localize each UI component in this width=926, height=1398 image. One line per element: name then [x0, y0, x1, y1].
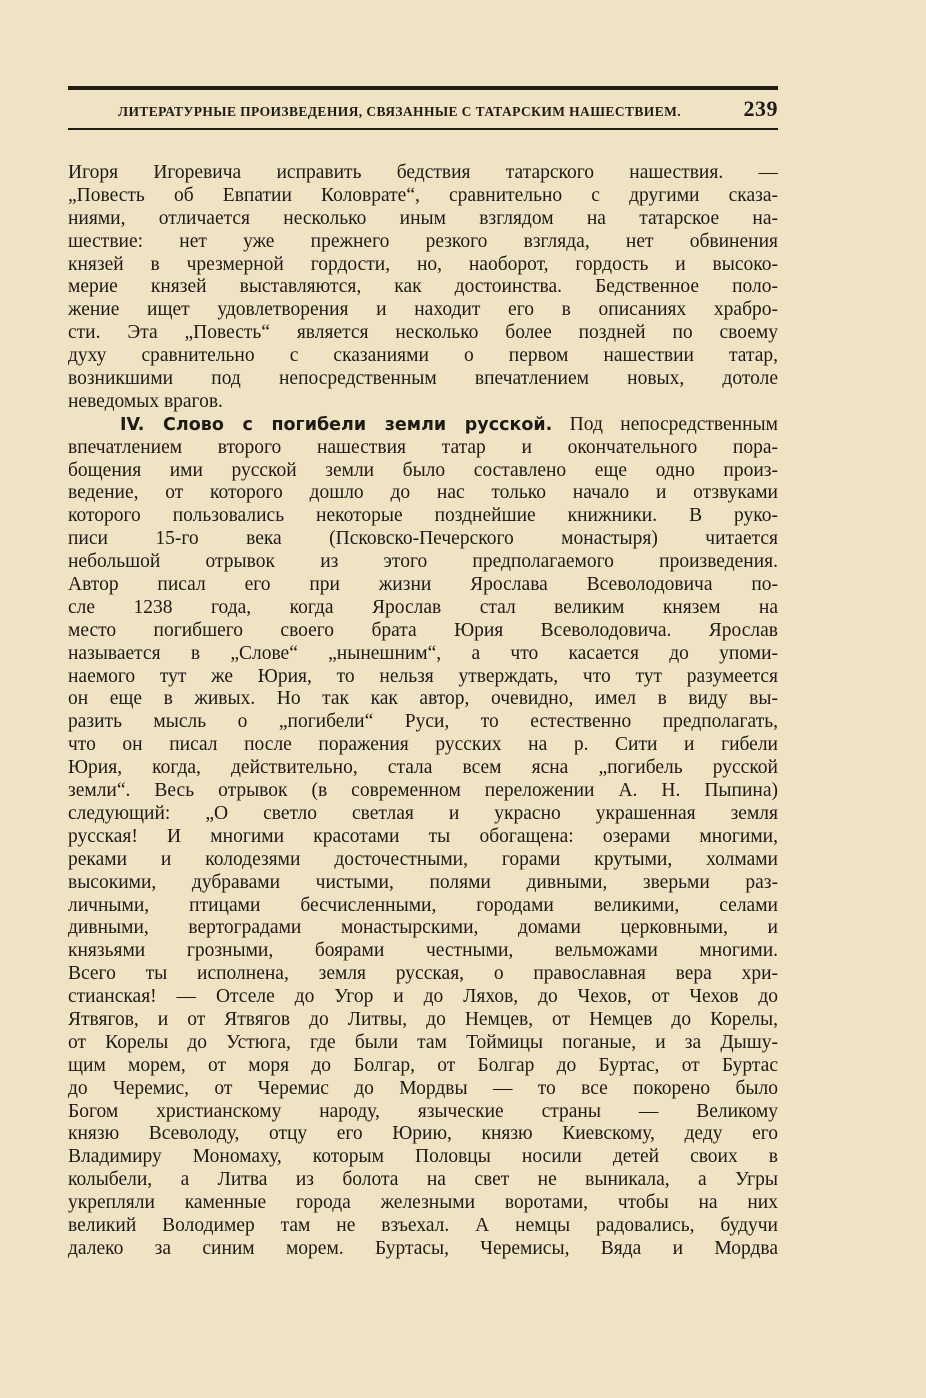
text-line: реками и колодезями досточестными, горами крутыми, холмами [68, 848, 778, 870]
text-line: Богом христианскому народу, языческие страны — Великому [68, 1100, 778, 1122]
text-line: называется в „Слове“ „нынешним“, а что касается до упоми- [68, 642, 778, 664]
text-line: личными, птицами бесчисленными, городами великими, селами [68, 894, 778, 916]
header-rule-top [68, 86, 778, 90]
paragraph-2-first-line-text: Под непосредственным [552, 413, 778, 435]
text-line: от Корелы до Устюга, где были там Тоймицы поганые, и за Дышу- [68, 1031, 778, 1053]
text-line: дивными, вертоградами монастырскими, домами церковными, и [68, 917, 778, 939]
text-line: укрепляли каменные города железными воротами, чтобы на них [68, 1192, 778, 1214]
text-line: князю Всеволоду, отцу его Юрию, князю Киевскому, деду его [68, 1123, 778, 1145]
text-line: место погибшего своего брата Юрия Всеволодовича. Ярослав [68, 619, 778, 641]
text-line: шествие: нет уже прежнего резкого взгляда, нет обвинения [68, 230, 778, 252]
header-rule-bottom [68, 128, 778, 130]
text-line: которого пользовались некоторые позднейшие книжники. В руко- [68, 505, 778, 527]
text-line: Ятвягов, и от Ятвягов до Литвы, до Немцев, от Немцев до Корелы, [68, 1008, 778, 1030]
text-line: колыбели, а Литва из болота на свет не выникала, а Угры [68, 1169, 778, 1191]
text-line: что он писал после поражения русских на р. Сити и гибели [68, 734, 778, 756]
text-line: до Черемис, от Черемис до Мордвы — то все покорено было [68, 1077, 778, 1099]
text-line: неведомых врагов. [68, 390, 223, 412]
text-line: разить мысль о „погибели“ Руси, то естественно предполагать, [68, 711, 778, 733]
text-line: духу сравнительно с сказаниями о первом нашествии татар, [68, 345, 778, 367]
text-line: мерие князей выставляются, как достоинства. Бедственное поло- [68, 276, 778, 298]
paragraph-2-first-line [68, 414, 778, 437]
text-line: земли“. Весь отрывок (в современном переложении А. Н. Пыпина) [68, 780, 778, 802]
section-heading: IV. Слово с погибели земли русской. [120, 414, 553, 435]
text-line: жение ищет удовлетворения и находит его в описаниях храбро- [68, 299, 778, 321]
text-line: князьями грозными, боярами честными, вельможами многими. [68, 940, 778, 962]
page-number: 239 [743, 96, 778, 121]
text-line: возникшими под непосредственным впечатлением новых, дотоле [68, 368, 778, 390]
body-text [68, 162, 778, 1261]
text-line: ниями, отличается несколько иным взглядом на татарское на- [68, 207, 778, 229]
text-line: русская! И многими красотами ты обогащена: озерами многими, [68, 825, 778, 847]
text-line: бощения ими русской земли было составлено еще одно произ- [68, 459, 778, 481]
text-line: Автор писал его при жизни Ярослава Всеволодовича по- [68, 574, 778, 596]
text-line: наемого тут же Юрия, то нельзя утверждать, что тут разумеется [68, 665, 778, 687]
text-line: великий Володимер там не взъехал. А немцы радовались, будучи [68, 1214, 778, 1236]
text-line: следующий: „О светло светлая и украсно украшенная земля [68, 802, 778, 824]
running-title: ЛИТЕРАТУРНЫЕ ПРОИЗВЕДЕНИЯ, СВЯЗАННЫЕ С ТАТАРСКИМ НАШЕСТВИЕМ. [118, 104, 682, 119]
paragraph-1 [68, 162, 778, 414]
paragraph-2 [68, 414, 778, 1261]
text-line: Юрия, когда, действительно, стала всем ясна „погибель русской [68, 757, 778, 779]
text-line: „Повесть об Евпатии Коловрате“, сравнительно с другими сказа- [68, 184, 778, 206]
text-line: Всего ты исполнена, земля русская, о православная вера хри- [68, 963, 778, 985]
text-line: далеко за синим морем. Буртасы, Черемисы, Вяда и Мордва [68, 1237, 778, 1259]
text-line: ведение, от которого дошло до нас только начало и отзвуками [68, 482, 778, 504]
text-line: сле 1238 года, когда Ярослав стал великим князем на [68, 596, 778, 618]
text-line: высокими, дубравами чистыми, полями дивными, зверьми раз- [68, 871, 778, 893]
text-line: писи 15-го века (Псковско-Печерского монастыря) читается [68, 528, 778, 550]
text-line: небольшой отрывок из этого предполагаемого произведения. [68, 551, 778, 573]
text-line: щим морем, от моря до Болгар, от Болгар до Буртас, от Буртас [68, 1054, 778, 1076]
text-line: князей в чрезмерной гордости, но, наоборот, гордость и высоко- [68, 253, 778, 275]
text-line: впечатлением второго нашествия татар и окончательного пора- [68, 436, 778, 458]
text-line: он еще в живых. Но так как автор, очевидно, имел в виду вы- [68, 688, 778, 710]
page-header [68, 92, 778, 126]
text-line: стианская! — Отселе до Угор и до Ляхов, до Чехов, от Чехов до [68, 986, 778, 1008]
text-line: сти. Эта „Повесть“ является несколько более поздней по своему [68, 322, 778, 344]
text-line: Игоря Игоревича исправить бедствия татарского нашествия. — [68, 162, 778, 183]
text-line: Владимиру Мономаху, которым Половцы носили детей своих в [68, 1146, 778, 1168]
